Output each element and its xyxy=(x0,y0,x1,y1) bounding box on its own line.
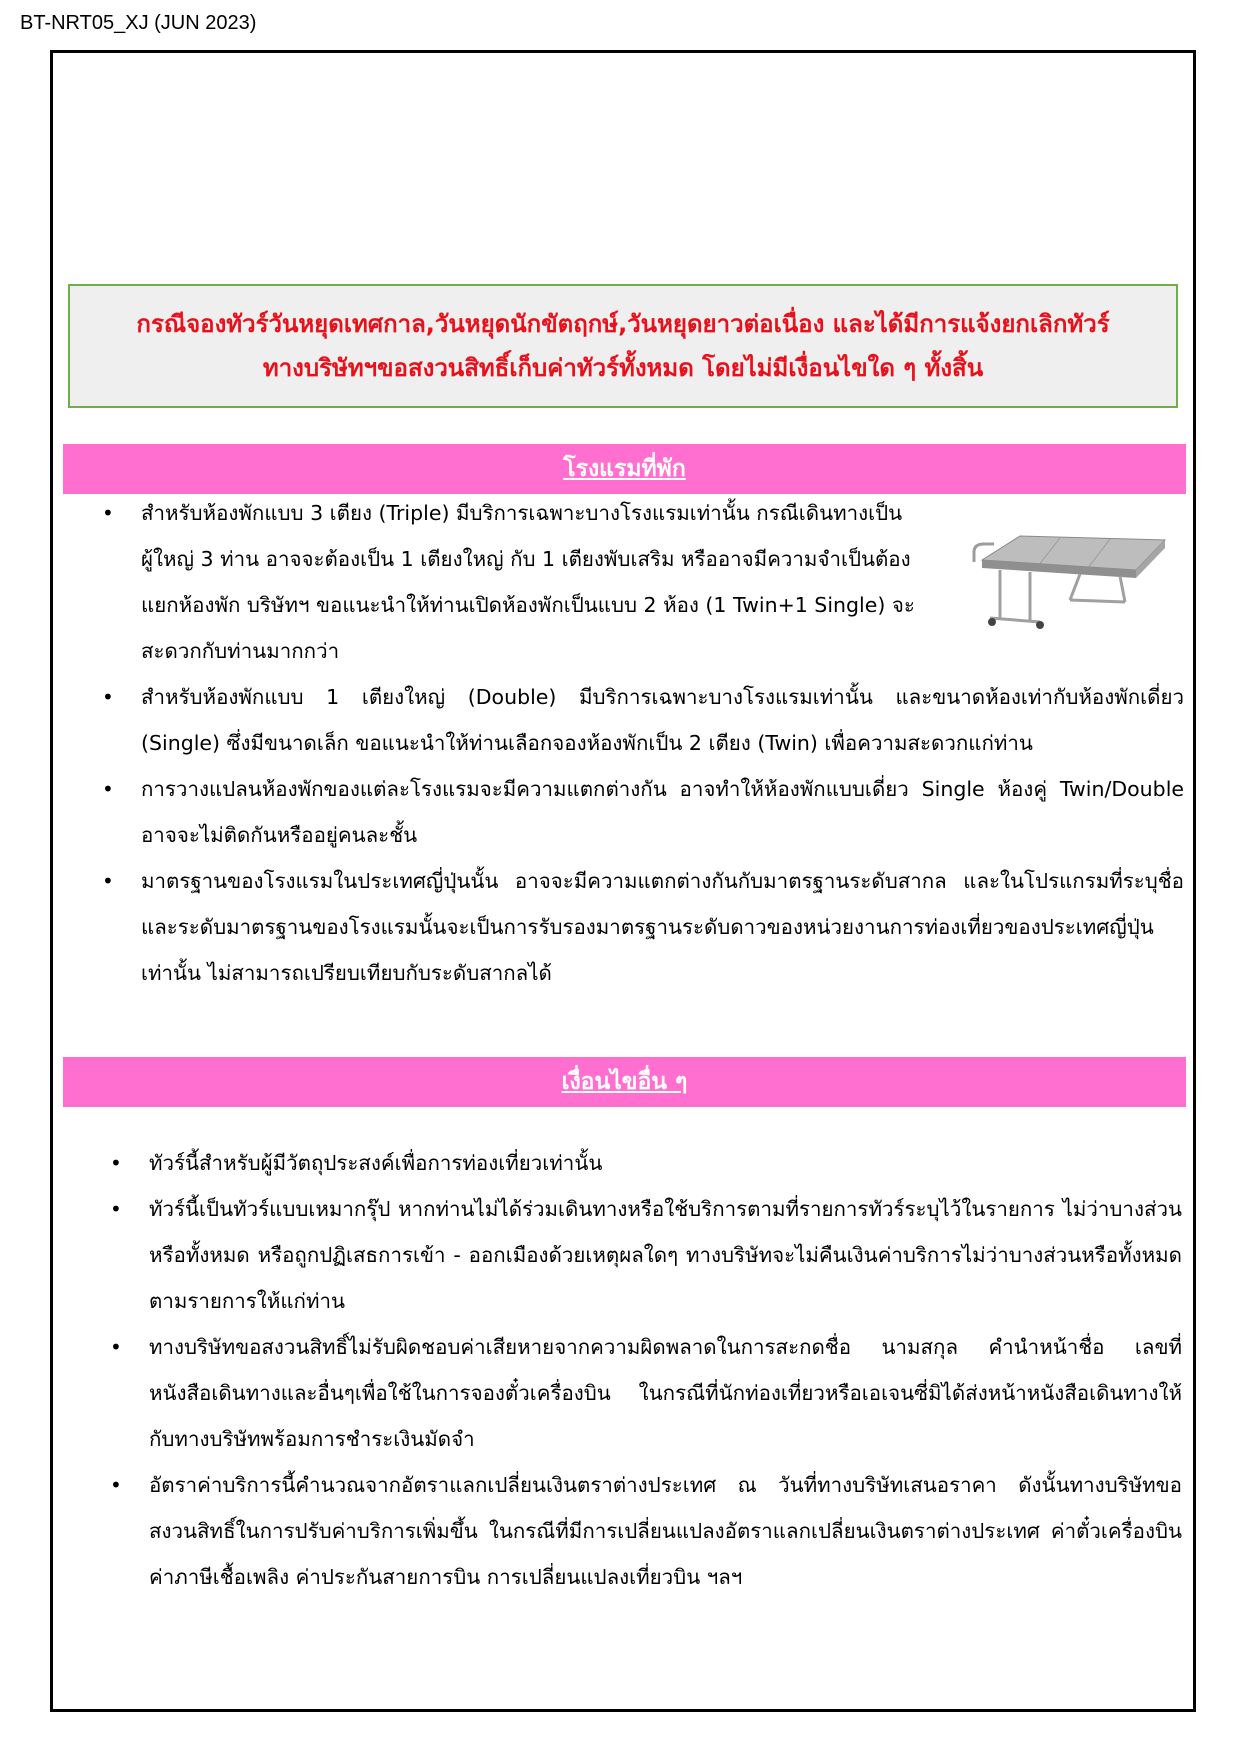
list-item: • ทัวร์นี้สำหรับผู้มีวัตถุประสงค์เพื่อการท่องเที่ยวเท่านั้น xyxy=(110,1140,1182,1186)
other-section-title: เงื่อนไขอื่น ๆ xyxy=(561,1069,688,1095)
folding-bed-icon xyxy=(960,522,1170,632)
list-item: • การวางแปลนห้องพักของแต่ละโรงแรมจะมีความแตกต่างกัน อาจทำให้ห้องพักแบบเดี่ยว Single ห้องคู่ Twin/Double อาจจะไม่ติดกันหรืออยู่คนละชั้น xyxy=(102,766,1184,858)
hotel-section-title: โรงแรมที่พัก xyxy=(563,456,686,482)
other-conditions-list xyxy=(110,1140,1182,1600)
cancellation-notice xyxy=(68,284,1178,408)
list-item: • มาตรฐานของโรงแรมในประเทศญี่ปุ่นนั้น อาจจะมีความแตกต่างกันกับมาตรฐานระดับสากล และในโปรแกรมที่ระบุชื่อและระดับมาตรฐานของโรงแรมนั้นจะเป็นการรับรองมาตรฐานระดับดาวของหน่วยงานการท่องเที่ยวของประเทศญี่ปุ่นเท่านั้น ไม่สามารถเปรียบเทียบกับระดับสากลได้ xyxy=(102,858,1184,996)
notice-line-1: กรณีจองทัวร์วันหยุดเทศกาล,วันหยุดนักขัตฤกษ์,วันหยุดยาวต่อเนื่อง และได้มีการแจ้งยกเลิกทัวร์ xyxy=(136,310,1110,338)
list-item: • ทัวร์นี้เป็นทัวร์แบบเหมากรุ๊ป หากท่านไม่ได้ร่วมเดินทางหรือใช้บริการตามที่รายการทัวร์ระบุไว้ในรายการ ไม่ว่าบางส่วนหรือทั้งหมด หรือถูกปฏิเสธการเข้า - ออกเมืองด้วยเหตุผลใดๆ ทางบริษัทจะไม่คืนเงินค่าบริการไม่ว่าบางส่วนหรือทั้งหมดตามรายการให้แก่ท่าน xyxy=(110,1186,1182,1324)
list-item: • สำหรับห้องพักแบบ 1 เตียงใหญ่ (Double) มีบริการเฉพาะบางโรงแรมเท่านั้น และขนาดห้องเท่ากับห้องพักเดี่ยว (Single) ซึ่งมีขนาดเล็ก ขอแนะนำให้ท่านเลือกจองห้องพักเป็น 2 เตียง (Twin) เพื่อความสะดวกแก่ท่าน xyxy=(102,674,1184,766)
list-item: • สำหรับห้องพักแบบ 3 เตียง (Triple) มีบริการเฉพาะบางโรงแรมเท่านั้น กรณีเดินทางเป็นผู้ใหญ่ 3 ท่าน อาจจะต้องเป็น 1 เตียงใหญ่ กับ 1 เตียงพับเสริม หรืออาจมีความจำเป็นต้องแยกห้องพัก บริษัทฯ ขอแนะนำให้ท่านเปิดห้องพักเป็นแบบ 2 ห้อง (1 Twin+1 Single) จะสะดวกกับท่านมากกว่า xyxy=(102,490,941,674)
hotel-section-header xyxy=(63,444,1186,494)
list-item: • ทางบริษัทขอสงวนสิทธิ์ไม่รับผิดชอบค่าเสียหายจากความผิดพลาดในการสะกดชื่อ นามสกุล คำนำหน้าชื่อ เลขที่หนังสือเดินทางและอื่นๆเพื่อใช้ในการจองตั๋วเครื่องบิน ในกรณีที่นักท่องเที่ยวหรือเอเจนซี่มิได้ส่งหน้าหนังสือเดินทางให้กับทางบริษัทพร้อมการชำระเงินมัดจำ xyxy=(110,1324,1182,1462)
document-code: BT-NRT05_XJ (JUN 2023) xyxy=(20,12,257,34)
list-item: • อัตราค่าบริการนี้คำนวณจากอัตราแลกเปลี่ยนเงินตราต่างประเทศ ณ วันที่ทางบริษัทเสนอราคา ดังนั้นทางบริษัทขอสงวนสิทธิ์ในการปรับค่าบริการเพิ่มขึ้น ในกรณีที่มีการเปลี่ยนแปลงอัตราแลกเปลี่ยนเงินตราต่างประเทศ ค่าตั๋วเครื่องบิน ค่าภาษีเชื้อเพลิง ค่าประกันสายการบิน การเปลี่ยนแปลงเที่ยวบิน ฯลฯ xyxy=(110,1462,1182,1600)
notice-line-2: ทางบริษัทฯขอสงวนสิทธิ์เก็บค่าทัวร์ทั้งหมด โดยไม่มีเงื่อนไขใด ๆ ทั้งสิ้น xyxy=(262,354,984,382)
other-conditions-header xyxy=(63,1057,1186,1107)
